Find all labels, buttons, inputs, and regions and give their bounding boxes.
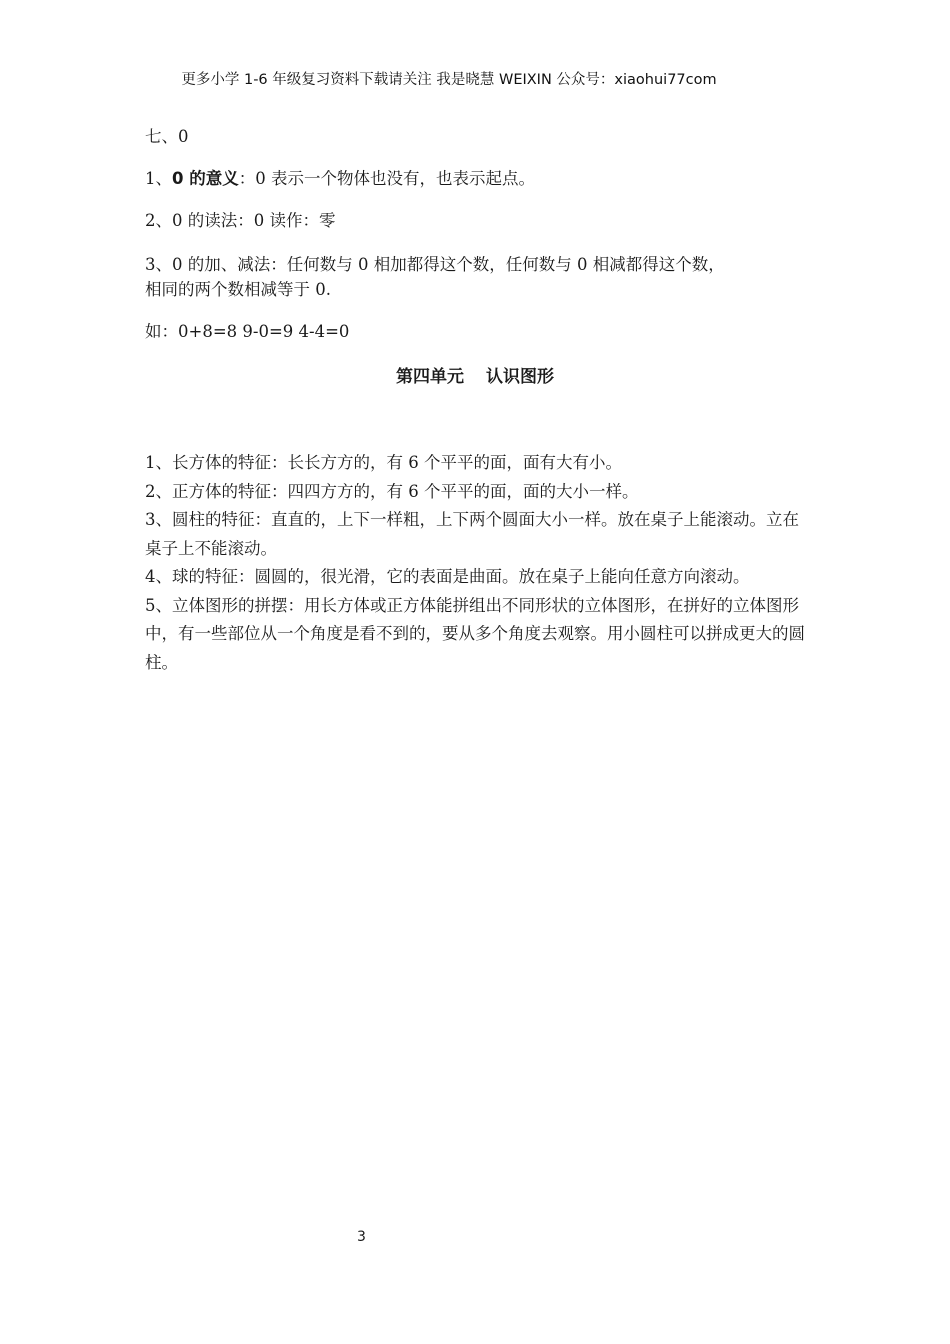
unit-title-part2: 认识图形 xyxy=(486,367,554,387)
zero-arith-line-1: 3、0 的加、减法：任何数与 0 相加都得这个数，任何数与 0 相减都得这个数， xyxy=(145,255,725,274)
list-item: 4、球的特征：圆圆的，很光滑，它的表面是曲面。放在桌子上能向任意方向滚动。 xyxy=(145,567,750,586)
list-item: 2、正方体的特征：四四方方的，有 6 个平平的面，面的大小一样。 xyxy=(145,481,639,501)
list-item: 5、立体图形的拼摆：用长方体或正方体能拼组出不同形状的立体图形，在拼好的立体图形中，有一些部位从一个角度是看不到的，要从多个角度去观察。用小圆柱可以拼成更大的圆柱。 xyxy=(145,595,805,672)
zero-arith-line-2: 相同的两个数相减等于 0. xyxy=(145,280,331,299)
zero-meaning-term: 0 的意义 xyxy=(172,169,239,188)
page-number: 3 xyxy=(357,1229,366,1245)
list-item: 1、长方体的特征：长长方方的，有 6 个平平的面，面有大有小。 xyxy=(145,453,622,472)
section-heading: 七、0 xyxy=(145,127,189,146)
unit-title-part1: 第四单元 xyxy=(396,367,464,387)
item-number: 1、 xyxy=(145,169,172,188)
zero-meaning-text: ：0 表示一个物体也没有，也表示起点。 xyxy=(238,169,535,188)
unit-title xyxy=(0,362,950,387)
zero-reading-line: 2、0 的读法：0 读作：零 xyxy=(145,211,336,230)
list-item: 3、圆柱的特征：直直的，上下一样粗，上下两个圆面大小一样。放在桌子上能滚动。立在桌子上不能滚动。 xyxy=(145,510,799,558)
zero-meaning-line xyxy=(145,167,535,191)
page-header: 更多小学 1-6 年级复习资料下载请关注 我是晓慧 WEIXIN 公众号：xiaohui77com xyxy=(181,72,717,88)
shape-feature-list xyxy=(145,449,810,677)
zero-example-line: 如：0+8=8 9-0=9 4-4=0 xyxy=(145,322,350,341)
